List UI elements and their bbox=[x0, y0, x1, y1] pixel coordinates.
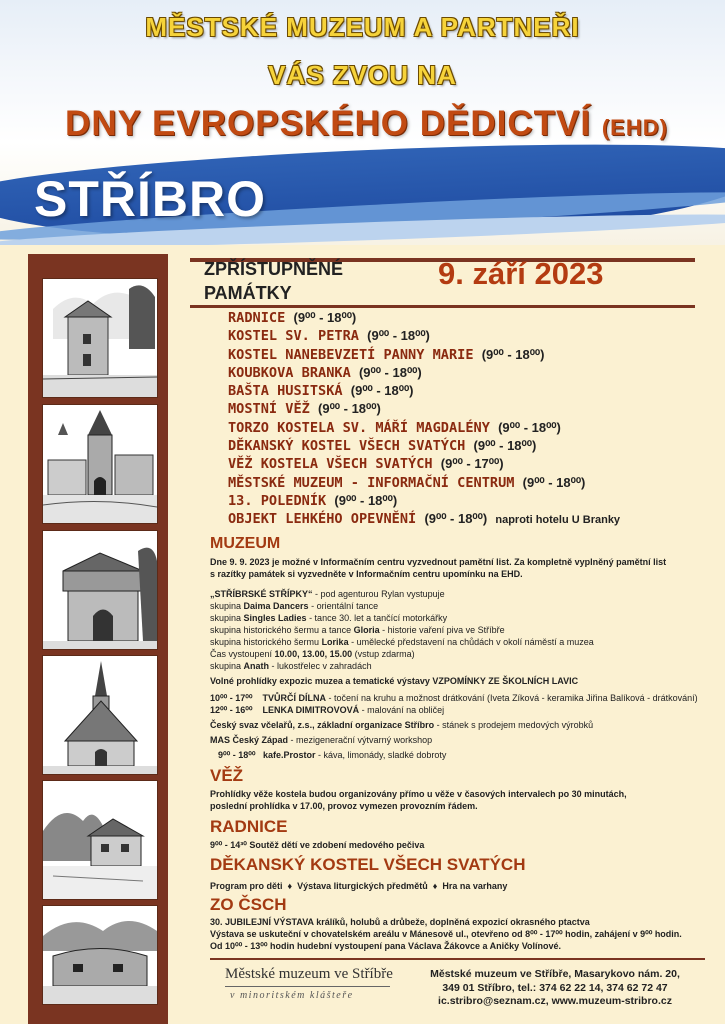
monument-name: MĚSTSKÉ MUZEUM - INFORMAČNÍ CENTRUM bbox=[228, 474, 515, 491]
dekansky-program bbox=[210, 880, 507, 892]
monuments-heading bbox=[204, 257, 343, 305]
section-title-zocsch: ZO ČSCH bbox=[210, 895, 287, 914]
program-text: skupina historického šermu bbox=[210, 637, 322, 647]
stand-text: - mezigenerační výtvarný workshop bbox=[288, 735, 433, 745]
program-text: (vstup zdarma) bbox=[352, 649, 415, 659]
workshop-text: - točení na kruhu a možnost drátkování (Iveta Zíková - keramika Jiřina Balíková - drátkování) bbox=[325, 693, 698, 703]
workshop-line bbox=[210, 704, 444, 716]
radnice-text: Soutěž dětí ve zdobení medového pečiva bbox=[246, 840, 425, 850]
list-item bbox=[228, 327, 620, 345]
stand-name: MAS Český Západ bbox=[210, 735, 289, 745]
monument-name: MOSTNÍ VĚŽ bbox=[228, 401, 310, 418]
list-item bbox=[228, 419, 620, 437]
monument-location-note: naproti hotelu U Branky bbox=[495, 514, 621, 527]
stand-name: kafe.Prostor bbox=[262, 750, 316, 760]
monument-hours: (9⁰⁰ - 18⁰⁰) bbox=[473, 438, 537, 454]
performer-name: Daima Dancers bbox=[243, 601, 309, 611]
section-title-dekansky: DĚKANSKÝ KOSTEL VŠECH SVATÝCH bbox=[210, 855, 526, 874]
program-text: Čas vystoupení bbox=[210, 649, 275, 659]
monument-hours: (9⁰⁰ - 18⁰⁰) bbox=[358, 364, 422, 380]
museum-contact bbox=[410, 968, 700, 1009]
program-title: „STŘÍBRSKÉ STŘÍPKY“ bbox=[210, 589, 313, 599]
list-item bbox=[228, 346, 620, 364]
program-text: - pod agenturou Rylan vystupuje bbox=[312, 589, 445, 599]
workshop-time: 12⁰⁰ - 16⁰⁰ bbox=[210, 705, 253, 715]
program-text: - lukostřelec v zahradách bbox=[269, 661, 372, 671]
stand-name: Český svaz včelařů, z.s., základní organizace Stříbro bbox=[210, 720, 435, 730]
performer-name: Singles Ladies bbox=[243, 613, 307, 623]
list-item bbox=[228, 474, 620, 492]
monuments-list bbox=[228, 309, 620, 530]
monument-name: RADNICE bbox=[228, 310, 286, 326]
dekansky-item: Program pro děti bbox=[210, 881, 283, 891]
museum-logo-rule bbox=[225, 986, 390, 987]
divider-footer bbox=[210, 958, 705, 960]
program-times: 10.00, 13.00, 15.00 bbox=[274, 649, 353, 659]
performer-name: Gloria bbox=[353, 625, 380, 635]
contact-phone: 349 01 Stříbro, tel.: 374 62 22 14, 374 62 72 47 bbox=[442, 981, 668, 994]
workshop-name: LENKA DIMITROVOVÁ bbox=[262, 705, 360, 715]
program-text: skupina bbox=[210, 661, 244, 671]
program-line bbox=[210, 624, 505, 636]
list-item bbox=[228, 400, 620, 418]
program-line bbox=[210, 612, 447, 624]
monument-hours: (9⁰⁰ - 17⁰⁰) bbox=[440, 456, 504, 472]
zocsch-text-2: Výstava se uskuteční v chovatelském areálu v Mánesově ul., otevřeno od 8⁰⁰ - 17⁰⁰ hodin, zahájení v 9⁰⁰ hodin. bbox=[210, 929, 682, 939]
vez-text-2: poslední prohlídka v 17.00, provoz vymezen provozním řádem. bbox=[210, 801, 478, 811]
program-text: skupina historického šermu a tance bbox=[210, 625, 354, 635]
sketch-fortification bbox=[42, 905, 158, 1005]
stand-text: - káva, limonády, sladké dobroty bbox=[315, 750, 447, 760]
dekansky-item: Výstava liturgických předmětů bbox=[297, 881, 428, 891]
monument-hours: (9⁰⁰ - 18⁰⁰) bbox=[522, 474, 586, 490]
museum-logo-subtitle: v minoritském klášteře bbox=[230, 990, 354, 1001]
stand-line bbox=[218, 749, 446, 761]
program-line bbox=[210, 660, 372, 672]
header-banner bbox=[0, 0, 725, 245]
monument-name: OBJEKT LEHKÉHO OPEVNĚNÍ bbox=[228, 511, 417, 528]
list-item bbox=[228, 492, 620, 510]
workshop-text: - malování na obličej bbox=[359, 705, 445, 715]
performer-name: Lorika bbox=[321, 637, 349, 647]
muzeum-intro-1: Dne 9. 9. 2023 je možné v Informačním centru vyzvednout pamětní list. Za kompletně vyplněný pamětní list bbox=[210, 557, 667, 567]
monuments-heading-line2: PAMÁTKY bbox=[204, 283, 292, 303]
stand-time: 9⁰⁰ - 18⁰⁰ bbox=[218, 750, 256, 760]
workshop-name: TVŮRČÍ DÍLNA bbox=[262, 693, 326, 703]
program-line bbox=[210, 648, 415, 660]
section-title-muzeum: MUZEUM bbox=[210, 535, 281, 552]
radnice-line bbox=[210, 839, 424, 851]
city-name: STŘÍBRO bbox=[34, 171, 266, 227]
event-date: 9. září 2023 bbox=[438, 256, 604, 291]
program-text: - orientální tance bbox=[308, 601, 379, 611]
monument-name: KOUBKOVA BRANKA bbox=[228, 364, 351, 381]
diamond-bullet-icon: ♦ bbox=[287, 881, 293, 891]
stand-text: - stánek s prodejem medových výrobků bbox=[434, 720, 594, 730]
monument-name: TORZO KOSTELA SV. MÁŘÍ MAGDALÉNY bbox=[228, 419, 490, 436]
monument-hours: (9⁰⁰ - 18⁰⁰) bbox=[350, 383, 414, 399]
monument-name: DĚKANSKÝ KOSTEL VŠECH SVATÝCH bbox=[228, 438, 466, 455]
list-item bbox=[228, 309, 620, 327]
monument-hours: (9⁰⁰ - 18⁰⁰) bbox=[293, 310, 357, 325]
monument-hours: (9⁰⁰ - 18⁰⁰) bbox=[481, 346, 545, 362]
sketch-gate bbox=[42, 530, 158, 650]
sketch-bastion bbox=[42, 278, 158, 398]
program-text: skupina bbox=[210, 613, 244, 623]
program-text: - historie vaření piva ve Stříbře bbox=[379, 625, 505, 635]
monument-hours: (9⁰⁰ - 18⁰⁰) bbox=[424, 511, 488, 527]
list-item bbox=[228, 382, 620, 400]
monument-name: BAŠTA HUSITSKÁ bbox=[228, 383, 343, 400]
contact-address: Městské muzeum ve Stříbře, Masarykovo nám. 20, bbox=[430, 968, 680, 980]
program-line bbox=[210, 600, 378, 612]
event-title-text: DNY EVROPSKÉHO DĚDICTVÍ bbox=[65, 104, 592, 143]
monuments-heading-line1: ZPŘÍSTUPNĚNÉ bbox=[204, 259, 344, 279]
performer-name: Anath bbox=[243, 661, 270, 671]
event-title-abbr: (EHD) bbox=[601, 115, 668, 140]
header-organizers: MĚSTSKÉ MUZEUM A PARTNEŘI bbox=[145, 12, 580, 42]
divider-monuments bbox=[190, 305, 695, 308]
monument-hours: (9⁰⁰ - 18⁰⁰) bbox=[334, 492, 398, 508]
zocsch-text-3: Od 10⁰⁰ - 13⁰⁰ hodin hudební vystoupení pana Václava Žákovce a Aničky Volínové. bbox=[210, 941, 562, 951]
section-title-vez: VĚŽ bbox=[210, 766, 244, 785]
sketch-church bbox=[42, 655, 158, 775]
program-line bbox=[210, 636, 594, 648]
free-tours-note: Volné prohlídky expozic muzea a tematické výstavy VZPOMÍNKY ZE ŠKOLNÍCH LAVIC bbox=[210, 676, 579, 686]
museum-logo-text: Městské muzeum ve Stříbře bbox=[225, 966, 393, 982]
program-text: - umělecké představení na chůdách v okolí náměstí a muzea bbox=[348, 637, 594, 647]
diamond-bullet-icon: ♦ bbox=[432, 881, 438, 891]
list-item bbox=[228, 437, 620, 455]
section-title-radnice: RADNICE bbox=[210, 817, 288, 836]
event-title bbox=[8, 104, 725, 144]
program-line bbox=[210, 588, 445, 600]
monument-name: KOSTEL SV. PETRA bbox=[228, 328, 359, 345]
radnice-time: 9⁰⁰ - 14³⁰ bbox=[210, 840, 247, 850]
list-item bbox=[228, 364, 620, 382]
vez-text-1: Prohlídky věže kostela budou organizovány přímo u věže v časových intervalech po 30 minutách, bbox=[210, 789, 627, 799]
workshop-line bbox=[210, 692, 698, 704]
program-text: skupina bbox=[210, 601, 244, 611]
contact-web[interactable]: ic.stribro@seznam.cz, www.muzeum-stribro.cz bbox=[438, 995, 672, 1007]
dekansky-item: Hra na varhany bbox=[442, 881, 508, 891]
sketch-house-trees bbox=[42, 780, 158, 900]
stand-line bbox=[210, 719, 593, 731]
zocsch-text-1: 30. JUBILEJNÍ VÝSTAVA králíků, holubů a drůbeže, doplněná expozicí okrasného ptactva bbox=[210, 917, 590, 927]
muzeum-intro-2: s razítky památek si vyzvedněte v Informačním centru upomínku na EHD. bbox=[210, 569, 523, 579]
monument-hours: (9⁰⁰ - 18⁰⁰) bbox=[367, 328, 430, 344]
workshop-time: 10⁰⁰ - 17⁰⁰ bbox=[210, 693, 253, 703]
monument-name: KOSTEL NANEBEVZETÍ PANNY MARIE bbox=[228, 346, 474, 363]
monument-hours: (9⁰⁰ - 18⁰⁰) bbox=[498, 419, 561, 435]
stand-line bbox=[210, 734, 432, 746]
header-invite: VÁS ZVOU NA bbox=[268, 60, 457, 90]
list-item bbox=[228, 510, 620, 529]
monument-name: VĚŽ KOSTELA VŠECH SVATÝCH bbox=[228, 456, 433, 473]
program-text: - tance 30. let a tančící motorkářky bbox=[306, 613, 448, 623]
monument-hours: (9⁰⁰ - 18⁰⁰) bbox=[318, 401, 381, 417]
monument-name: 13. POLEDNÍK bbox=[228, 492, 327, 509]
list-item bbox=[228, 455, 620, 473]
sketch-bridge-tower bbox=[42, 404, 158, 524]
